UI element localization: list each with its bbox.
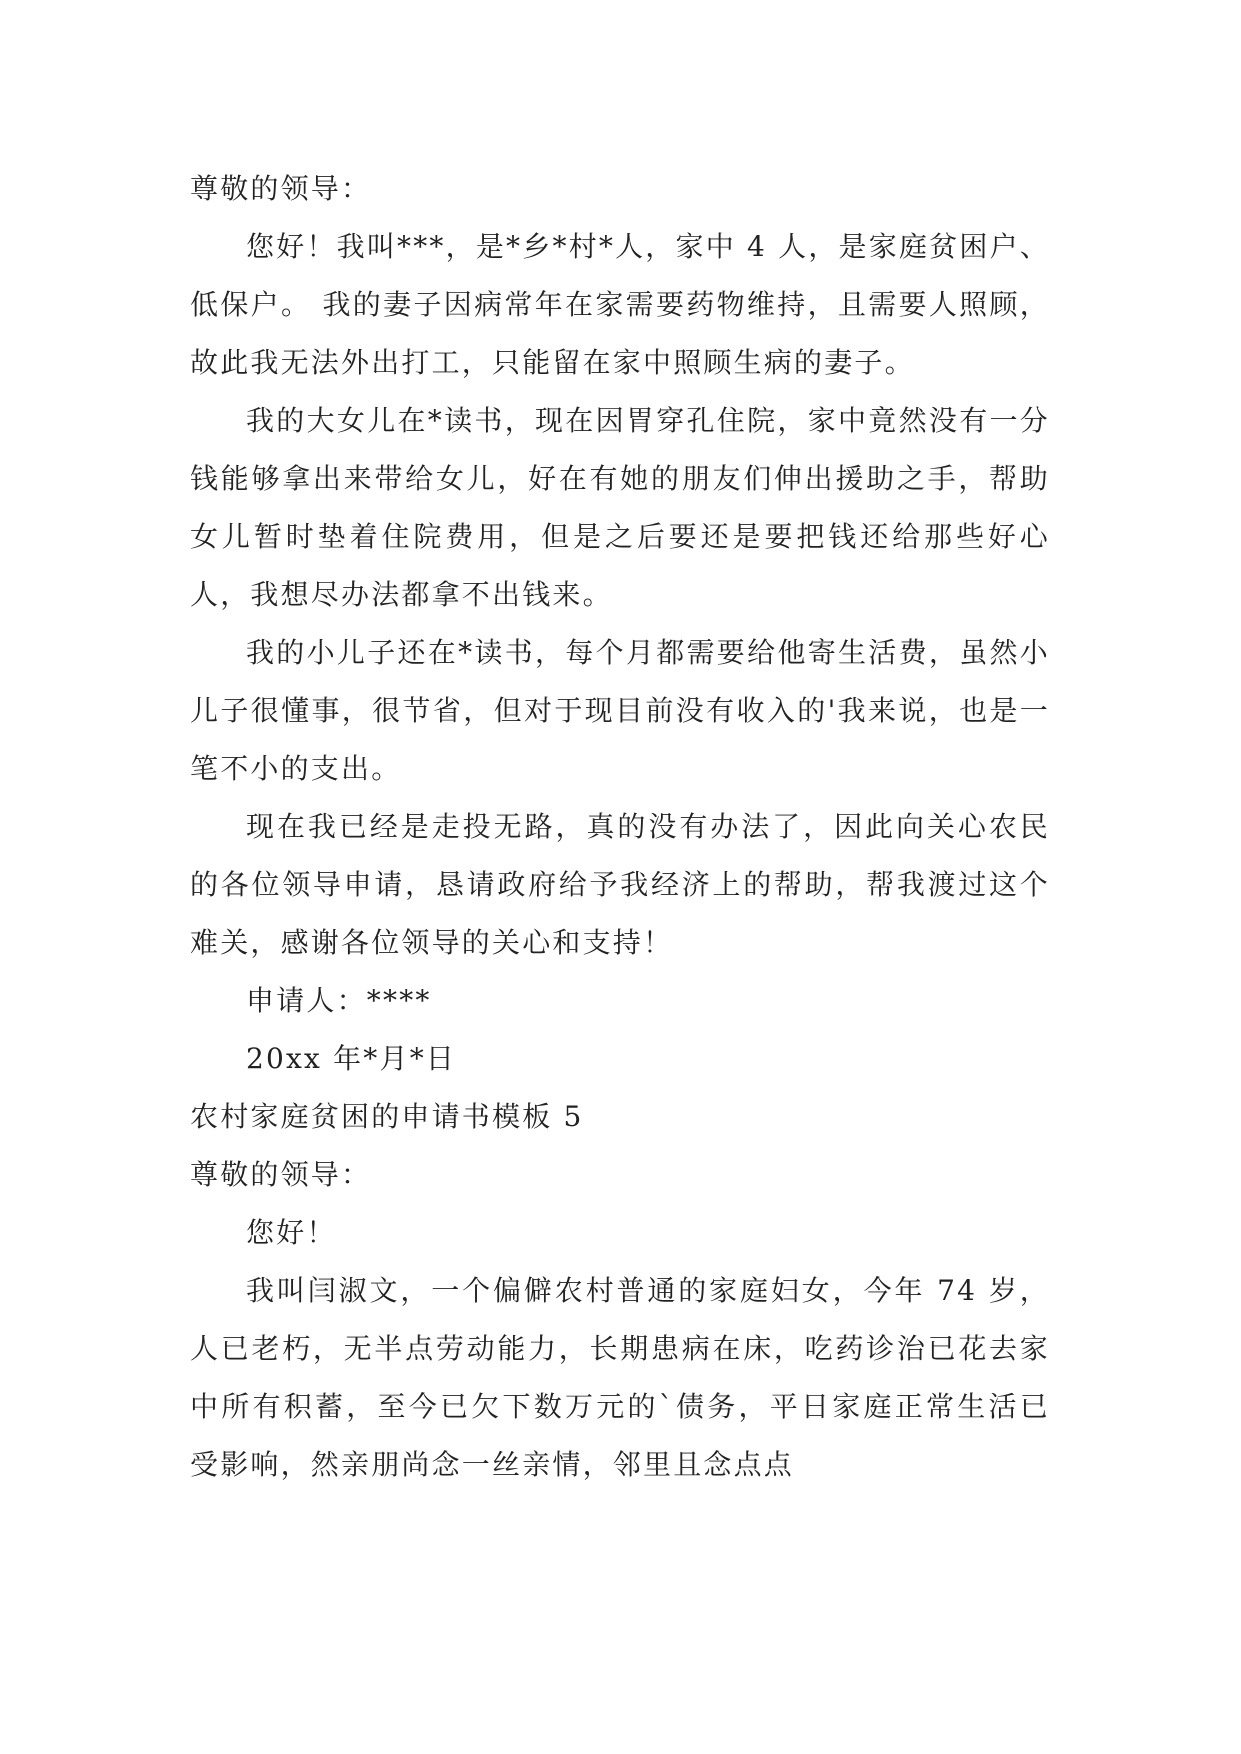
document-body <box>190 160 1050 1494</box>
date-line: 20xx 年*月*日 <box>246 1042 457 1075</box>
signature-line: 申请人：**** <box>246 984 432 1017</box>
hello-line: 您好！ <box>246 1216 337 1249</box>
section-title: 农村家庭贫困的申请书模板 5 <box>190 1100 584 1133</box>
paragraph-family-intro: 您好！我叫***，是*乡*村*人，家中 4 人，是家庭贫困户、低保户。 我的妻子因病常年在家需要药物维持，且需要人照顾，故此我无法外出打工，只能留在家中照顾生病的妻子。 <box>190 230 1050 379</box>
paragraph-request: 现在我已经是走投无路，真的没有办法了，因此向关心农民的各位领导申请，恳请政府给予我经济上的帮助，帮我渡过这个难关，感谢各位领导的关心和支持！ <box>190 810 1050 959</box>
paragraph-daughter: 我的大女儿在*读书，现在因胃穿孔住院，家中竟然没有一分钱能够拿出来带给女儿，好在有她的朋友们伸出援助之手，帮助女儿暂时垫着住院费用，但是之后要还是要把钱还给那些好心人，我想尽办法都拿不出钱来。 <box>190 404 1050 611</box>
greeting-line-2: 尊敬的领导： <box>190 1158 372 1191</box>
greeting-line: 尊敬的领导： <box>190 172 372 205</box>
paragraph-applicant-intro: 我叫闫淑文，一个偏僻农村普通的家庭妇女，今年 74 岁，人已老朽，无半点劳动能力，长期患病在床，吃药诊治已花去家中所有积蓄，至今已欠下数万元的`债务，平日家庭正常生活已受影响，然亲朋尚念一丝亲情，邻里且念点点 <box>190 1274 1050 1481</box>
paragraph-son: 我的小儿子还在*读书，每个月都需要给他寄生活费，虽然小儿子很懂事，很节省，但对于现目前没有收入的'我来说，也是一笔不小的支出。 <box>190 636 1050 785</box>
